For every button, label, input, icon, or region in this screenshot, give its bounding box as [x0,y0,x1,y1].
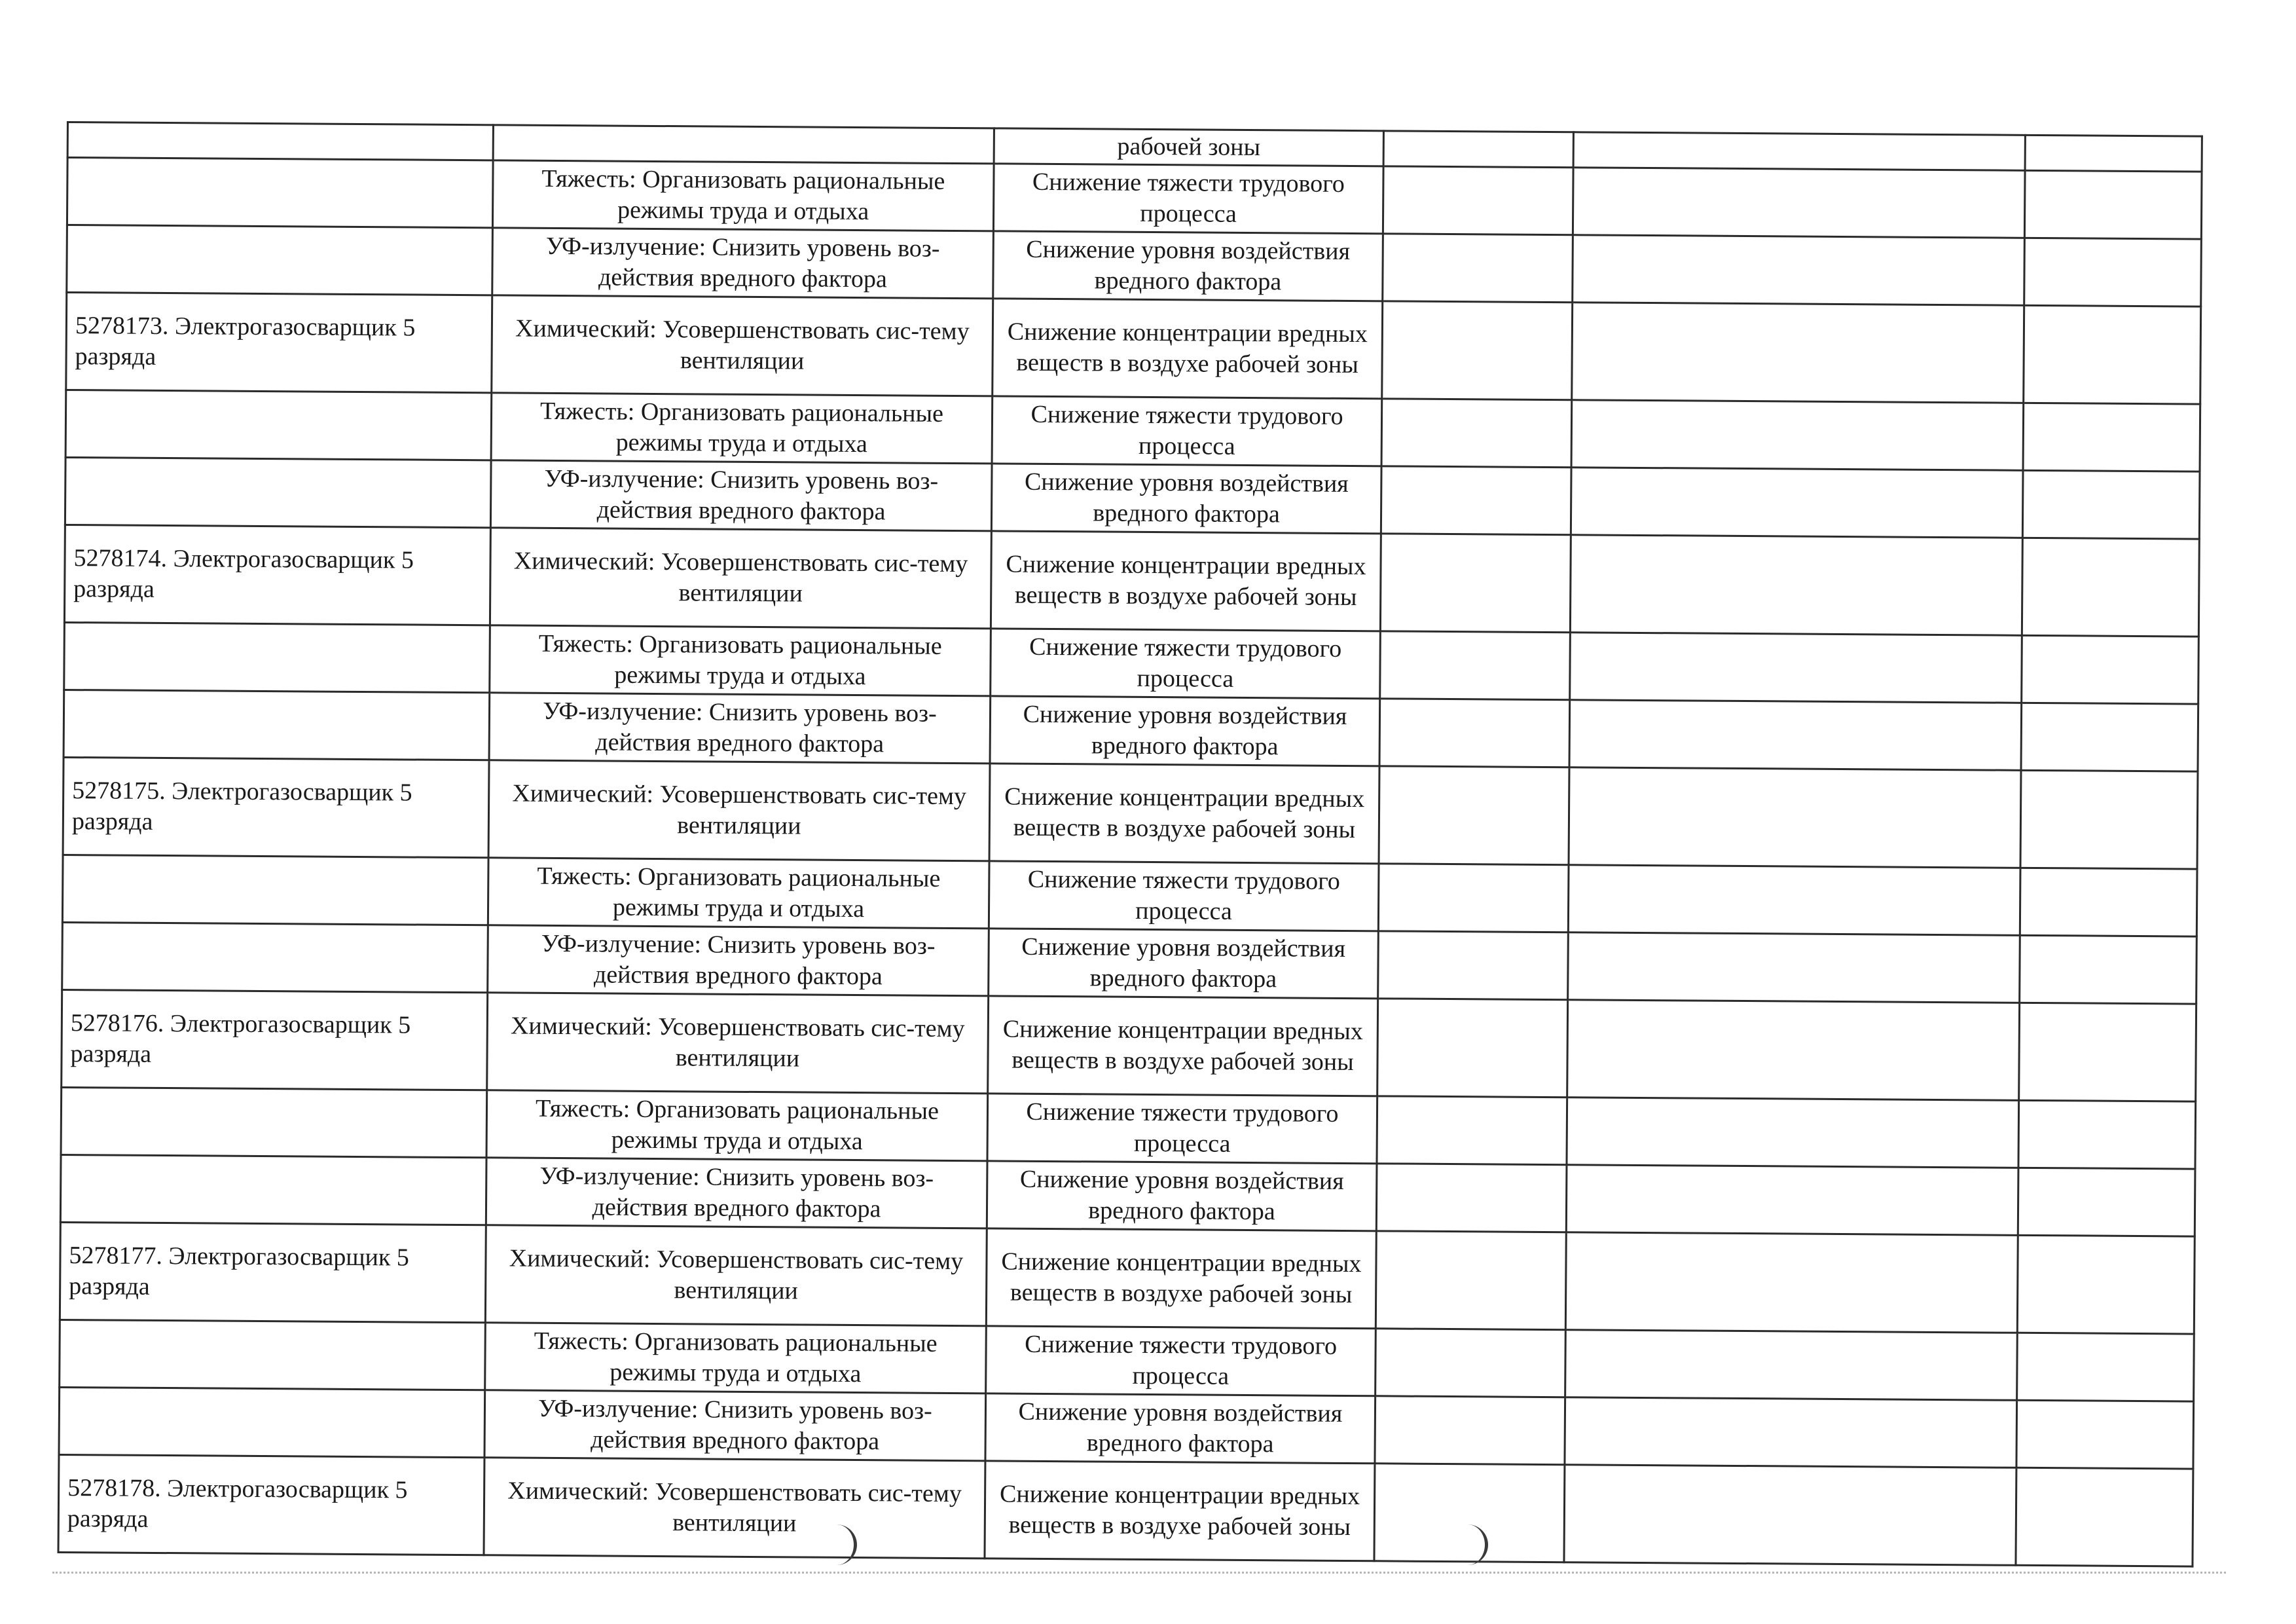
deadline-cell [1376,1329,1566,1397]
measures-table [57,121,2202,1568]
responsible-cell [1572,303,2024,403]
factor-measure-cell: Химический: Усовершенствовать сис-тему вентиляции [490,528,991,629]
goal-cell: Снижение концентрации вредных веществ в воздухе рабочей зоны [991,531,1381,631]
deadline-cell [1377,999,1568,1098]
responsible-cell [1567,1000,2020,1101]
goal-cell: Снижение тяжести трудового процесса [989,861,1379,931]
mark-cell [2024,170,2202,239]
goal-cell: Снижение концентрации вредных веществ в воздухе рабочей зоны [986,1228,1376,1329]
mark-cell [2022,635,2199,704]
responsible-cell [1567,1098,2019,1168]
responsible-cell [1573,235,2025,306]
mark-cell [2021,703,2198,771]
factor-measure-cell: Химический: Усовершенствовать сис-тему вентиляции [484,1458,985,1559]
goal-cell: Снижение тяжести трудового процесса [987,1094,1377,1164]
goal-cell: Снижение тяжести трудового процесса [991,629,1381,699]
factor-measure-cell [493,125,994,164]
goal-cell: Снижение уровня воздействия вредного фактора [989,929,1379,999]
goal-cell: рабочей зоны [994,128,1383,166]
deadline-cell [1381,399,1572,468]
responsible-cell [1568,865,2020,936]
deadline-cell [1376,1164,1567,1232]
responsible-cell [1571,400,2024,471]
responsible-cell [1570,535,2022,636]
mark-cell [2020,868,2197,936]
table-row [66,293,2201,405]
mark-cell [2020,770,2198,869]
goal-cell: Снижение уровня воздействия вредного фактора [990,696,1380,766]
deadline-cell [1379,699,1570,767]
factor-measure-cell: Тяжесть: Организовать рациональные режимы труда и отдыха [488,858,989,929]
mark-cell [2025,135,2202,172]
mark-cell [2017,1333,2195,1401]
responsible-cell [1569,700,2022,771]
position-cell [64,690,490,760]
responsible-cell [1564,1465,2016,1566]
position-cell [65,390,492,460]
mark-cell [2023,403,2200,471]
goal-cell: Снижение концентрации вредных веществ в воздухе рабочей зоны [988,996,1378,1096]
position-cell: 5278178. Электрогазосварщик 5 разряда [58,1454,484,1555]
mark-cell [2018,1168,2195,1236]
deadline-cell [1382,301,1573,400]
table-row [63,757,2198,869]
goal-cell: Снижение тяжести трудового процесса [993,164,1383,234]
responsible-cell [1569,767,2021,868]
mark-cell [2024,305,2201,404]
factor-measure-cell: УФ-излучение: Снизить уровень воз-действия вредного фактора [492,228,994,299]
mark-cell [2024,238,2202,306]
table-row [64,525,2199,637]
responsible-cell [1570,633,2022,703]
position-cell [61,1087,487,1157]
deadline-cell [1381,466,1571,535]
table-row [62,989,2196,1101]
position-cell [64,622,490,692]
deadline-cell [1375,1396,1565,1465]
mark-cell [2017,1235,2195,1334]
table-body [58,122,2202,1567]
deadline-cell [1383,234,1573,303]
responsible-cell [1568,932,2020,1003]
table-row [60,1222,2195,1334]
mark-cell [2019,1003,2196,1101]
responsible-cell [1573,168,2025,238]
factor-measure-cell: Химический: Усовершенствовать сис-тему вентиляции [488,760,990,861]
factor-measure-cell: Тяжесть: Организовать рациональные режимы труда и отдыха [492,160,994,231]
measures-table-wrap [57,121,2200,1568]
position-cell [67,225,493,295]
mark-cell [2016,1400,2194,1469]
factor-measure-cell: Химический: Усовершенствовать сис-тему вентиляции [485,1225,987,1326]
position-cell [65,457,491,527]
factor-measure-cell: УФ-излучение: Снизить уровень воз-действия вредного фактора [486,1158,987,1228]
factor-measure-cell: Тяжесть: Организовать рациональные режимы труда и отдыха [491,393,993,464]
position-cell: 5278174. Электрогазосварщик 5 разряда [64,525,490,625]
deadline-cell [1378,931,1569,1000]
goal-cell: Снижение концентрации вредных веществ в воздухе рабочей зоны [985,1461,1375,1561]
mark-cell [2016,1467,2193,1566]
factor-measure-cell: Тяжесть: Организовать рациональные режимы труда и отдыха [486,1090,988,1161]
factor-measure-cell: Химический: Усовершенствовать сис-тему вентиляции [487,993,989,1094]
position-cell [62,922,488,992]
mark-cell [2018,1100,2196,1169]
mark-cell [2022,538,2199,637]
deadline-cell [1376,1231,1566,1330]
position-cell: 5278175. Электрогазосварщик 5 разряда [63,757,489,857]
deadline-cell [1377,1096,1567,1165]
responsible-cell [1565,1232,2018,1333]
position-cell: 5278176. Электрогазосварщик 5 разряда [62,989,488,1090]
goal-cell: Снижение концентрации вредных веществ в воздухе рабочей зоны [989,764,1379,864]
position-cell: 5278173. Электрогазосварщик 5 разряда [66,293,492,393]
mark-cell [2020,935,2197,1004]
responsible-cell [1565,1397,2017,1468]
factor-measure-cell: УФ-излучение: Снизить уровень воз-действия вредного фактора [490,460,992,531]
table-row [58,1454,2193,1566]
goal-cell: Снижение тяжести трудового процесса [992,396,1382,466]
deadline-cell [1383,166,1573,235]
factor-measure-cell: УФ-излучение: Снизить уровень воз-действия вредного фактора [489,693,991,764]
factor-measure-cell: УФ-излучение: Снизить уровень воз-действия вредного фактора [484,1390,986,1461]
deadline-cell [1380,631,1571,700]
position-cell [62,855,488,925]
factor-measure-cell: Химический: Усовершенствовать сис-тему вентиляции [492,295,993,396]
goal-cell: Снижение уровня воздействия вредного фактора [991,464,1381,534]
goal-cell: Снижение тяжести трудового процесса [986,1326,1376,1396]
responsible-cell [1571,468,2023,538]
mark-cell [2022,470,2200,539]
position-cell [67,158,493,228]
position-cell [59,1387,485,1457]
deadline-cell [1379,766,1569,865]
deadline-cell [1383,131,1573,168]
position-cell [60,1320,486,1390]
scan-edge-noise [52,1572,2226,1580]
goal-cell: Снижение уровня воздействия вредного фактора [993,231,1383,301]
factor-measure-cell: Тяжесть: Организовать рациональные режимы труда и отдыха [485,1323,987,1393]
position-cell [60,1154,486,1225]
responsible-cell [1573,132,2025,171]
responsible-cell [1565,1330,2018,1401]
factor-measure-cell: УФ-излучение: Снизить уровень воз-действия вредного фактора [488,925,989,996]
position-cell: 5278177. Электрогазосварщик 5 разряда [60,1222,486,1322]
goal-cell: Снижение концентрации вредных веществ в воздухе рабочей зоны [993,299,1383,399]
goal-cell: Снижение уровня воздействия вредного фактора [987,1161,1377,1231]
deadline-cell [1378,864,1569,932]
factor-measure-cell: Тяжесть: Организовать рациональные режимы труда и отдыха [490,625,991,696]
position-cell [67,122,493,160]
goal-cell: Снижение уровня воздействия вредного фактора [985,1393,1376,1464]
responsible-cell [1566,1165,2018,1236]
deadline-cell [1380,534,1571,633]
